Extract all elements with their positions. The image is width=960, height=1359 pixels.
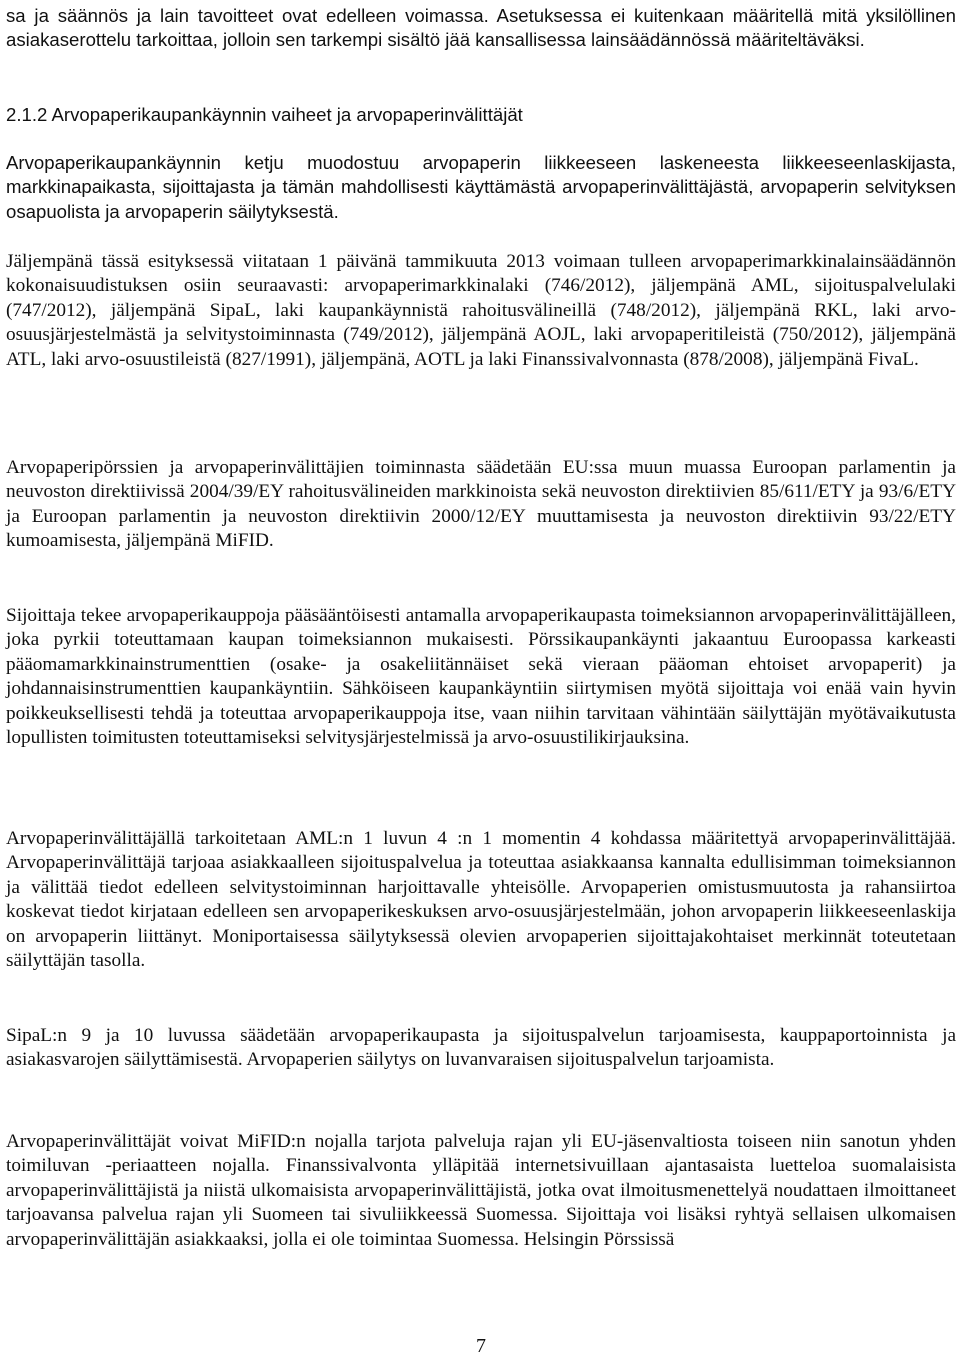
page-number: 7 [476, 1335, 486, 1357]
document-page [6, 0, 956, 1359]
section-heading: 2.1.2 Arvopaperikaupankäynnin vaiheet ja arvopaperinvälittäjät [6, 104, 523, 125]
paragraph-eu-directives: Arvopaperipörssien ja arvopaperinvälittäjien toiminnasta säädetään EU:ssa muun muassa Euroopan parlamentin ja neuvoston direktiivissä 2004/39/EY rahoitusvälineiden markkinoista sekä neuvoston direktiivien 85/611/ETY ja 93/6/ETY ja Euroopan parlamentin ja neuvoston direktiivin 2000/12/EY muuttamisesta ja neuvoston direktiivin 93/22/ETY kumoamisesta, jäljempänä MiFID. [6, 457, 956, 552]
paragraph-legislation-references: Jäljempänä tässä esityksessä viitataan 1 päivänä tammikuuta 2013 voimaan tulleen arvopaperimarkkinalainsäädännön kokonaisuudistuksen osiin seuraavasti: arvopaperimarkkinalaki (746/2012), jäljempänä AML, sijoituspalvelulaki (747/2012), jäljempänä SipaL, laki kaupankäynnistä rahoitusvälineillä (748/2012), jäljempänä RKL, laki arvo-osuusjärjestelmästä ja selvitystoiminnasta (749/2012), jäljempänä AOJL, laki arvopaperitileistä (750/2012), jäljempänä ATL, laki arvo-osuustileistä (827/1991), jäljempänä, AOTL ja laki Finanssivalvonnasta (878/2008), jäljempänä FivaL. [6, 251, 956, 370]
paragraph-sipal: SipaL:n 9 ja 10 luvussa säädetään arvopaperikaupasta ja sijoituspalvelun tarjoamisesta, kauppaportoinnista ja asiakasvarojen säilyttämisestä. Arvopaperien säilytys on luvanvaraisen sijoituspalvelun tarjoamista. [6, 1025, 956, 1071]
paragraph-investor-orders: Sijoittaja tekee arvopaperikauppoja pääsääntöisesti antamalla arvopaperikaupasta toimeksiannon arvopaperinvälittäjälleen, joka pyrkii toteuttamaan kaupan toimeksiannon mukaisesti. Pörssikaupankäynti jakaantuu Euroopassa karkeasti pääomamarkkinainstrumenttien (osake- ja osakeliitännäiset sekä vieraan pääoman ehtoiset arvopaperit) ja johdannaisinstrumenttien kaupankäyntiin. Sähköiseen kaupankäyntiin siirtymisen myötä sijoittaja voi enää vain hyvin poikkeuksellisesti tehdä ja toteuttaa arvopaperikauppoja itse, vaan niihin tarvitaan vähintään säilyttäjän myötävaikutusta lopullisten toimitusten toteuttamiseksi selvitysjärjestelmissä ja arvo-osuustilikirjauksina. [6, 605, 956, 749]
paragraph-broker-definition: Arvopaperinvälittäjällä tarkoitetaan AML:n 1 luvun 4 :n 1 momentin 4 kohdassa määritettyä arvopaperinvälittäjää. Arvopaperinvälittäjä tarjoaa asiakkaalleen sijoituspalvelua ja toteuttaa asiakkaansa kannalta edullisimman toimeksiannon ja välittää tiedot edelleen selvitystoiminnan harjoittavalle yhteisölle. Arvopaperien omistusmuutosta ja rahansiirtoa koskevat tiedot kirjataan edelleen sen arvopaperikeskuksen arvo-osuusjärjestelmään, johon arvopaperin liikkeeseenlaskija on arvopaperin liittänyt. Moniportaisessa säilytyksessä olevien arvopaperien sijoittajakohtaiset merkinnät toteutetaan säilyttäjän tasolla. [6, 828, 956, 972]
paragraph-cross-border-services: Arvopaperinvälittäjät voivat MiFID:n nojalla tarjota palveluja rajan yli EU-jäsenvaltiosta toiseen niin sanotun yhden toimiluvan -periaatteen nojalla. Finanssivalvonta ylläpitää internetsivuillaan ajantasaista luetteloa suomalaisista arvopaperinvälittäjistä ja niistä ulkomaisista arvopaperinvälittäjistä, jotka ovat ilmoitusmenettelyä noudattaen ilmoittaneet tarjoavansa palvelua rajan yli Suomeen tai sivuliikkeessä Suomessa. Sijoittaja voi lisäksi ryhtyä sellaisen ulkomaisen arvopaperinvälittäjän asiakkaaksi, jolla ei ole toimintaa Suomessa. Helsingin Pörssissä [6, 1131, 956, 1250]
paragraph-intro-continuation: sa ja säännös ja lain tavoitteet ovat edelleen voimassa. Asetuksessa ei kuitenkaan määritellä mitä yksilöllinen asiakaserottelu tarkoittaa, jolloin sen tarkempi sisältö jää kansallisessa lainsäädännössä määriteltäväksi. [6, 5, 956, 51]
paragraph-trading-chain: Arvopaperikaupankäynnin ketju muodostuu arvopaperin liikkeeseen laskeneesta liikkeeseenlaskijasta, markkinapaikasta, sijoittajasta ja tämän mahdollisesti käyttämästä arvopaperinvälittäjästä, arvopaperin selvityksen osapuolista ja arvopaperin säilytyksestä. [6, 152, 956, 222]
